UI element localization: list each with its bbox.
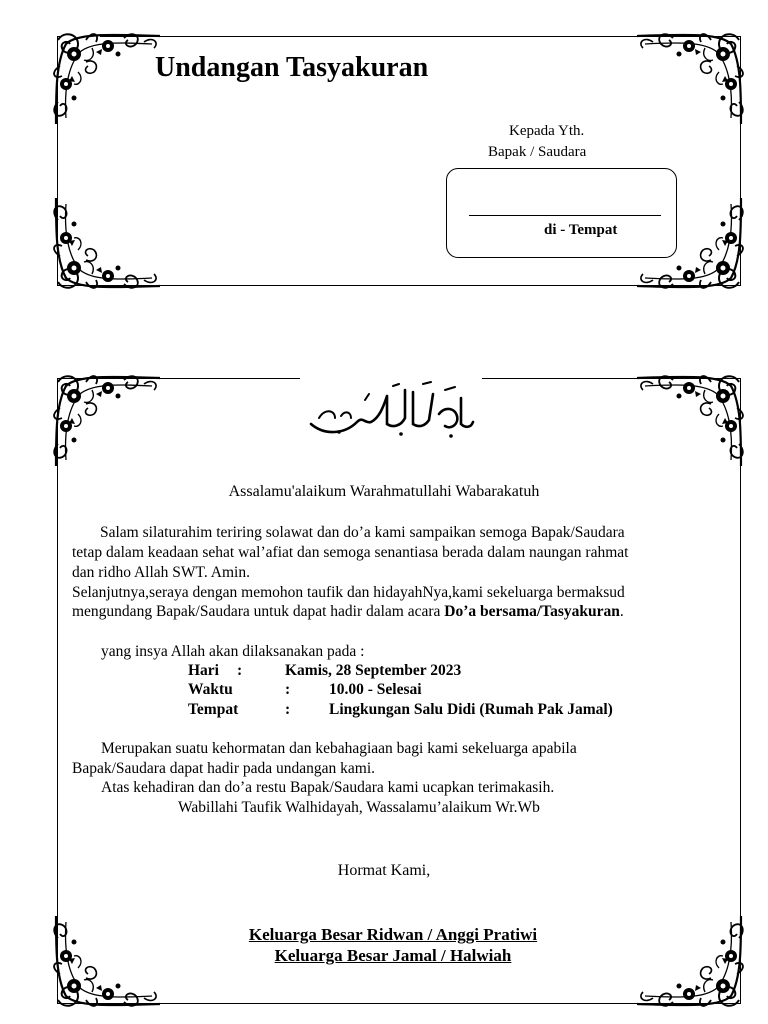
place-value: Lingkungan Salu Didi (Rumah Pak Jamal): [329, 701, 613, 718]
event-name: Do’a bersama/Tasyakuran: [444, 603, 620, 620]
signature-family-1: Keluarga Besar Ridwan / Anggi Pratiwi: [248, 925, 538, 944]
time-colon: :: [285, 681, 291, 698]
address-blank-line: [469, 215, 661, 216]
closing-line: Merupakan suatu kehormatan dan kebahagiaan bagi kami sekeluarga apabila: [101, 740, 577, 757]
place-colon: :: [285, 701, 291, 718]
closing-line: Atas kehadiran dan do’a restu Bapak/Saudara kami ucapkan terimakasih.: [101, 779, 555, 796]
paragraph-line: [72, 603, 624, 621]
address-box: [446, 168, 677, 258]
floral-corner-ornament-top-left: [52, 32, 164, 128]
floral-corner-ornament-bottom-left: [52, 194, 164, 290]
closing-salam: Wabillahi Taufik Walhidayah, Wassalamu’alaikum Wr.Wb: [178, 799, 540, 816]
recipient-line-2: Bapak / Saudara: [488, 144, 587, 160]
basmalah-calligraphy-icon: [305, 378, 477, 444]
day-colon: :: [237, 662, 243, 679]
place-label: Tempat: [188, 701, 239, 718]
time-value: 10.00 - Selesai: [329, 681, 422, 698]
paragraph-text: mengundang Bapak/Saudara untuk dapat hadir dalam acara: [72, 603, 445, 620]
paragraph-line: Salam silaturahim teriring solawat dan do’a kami sampaikan semoga Bapak/Saudara: [100, 524, 625, 541]
closing-line: Bapak/Saudara dapat hadir pada undangan kami.: [72, 760, 375, 777]
invitation-title: Undangan Tasyakuran: [155, 52, 429, 83]
schedule-intro: yang insya Allah akan dilaksanakan pada :: [101, 643, 365, 660]
paragraph-period: .: [619, 603, 624, 620]
time-label: Waktu: [188, 681, 233, 698]
opening-greeting: Assalamu'alaikum Warahmatullahi Wabarakatuh: [228, 483, 540, 500]
paragraph-line: Selanjutnya,seraya dengan memohon taufik dan hidayahNya,kami sekeluarga bermaksud: [72, 584, 625, 601]
day-label: Hari: [188, 662, 219, 679]
paragraph-line: dan ridho Allah SWT. Amin.: [72, 564, 250, 581]
day-value: Kamis, 28 September 2023: [285, 662, 462, 679]
address-suffix: di - Tempat: [544, 222, 618, 238]
regards: Hormat Kami,: [337, 862, 431, 879]
recipient-line-1: Kepada Yth.: [509, 123, 585, 139]
floral-corner-ornament-top-left: [52, 374, 164, 470]
floral-corner-ornament-top-right: [633, 374, 745, 470]
paragraph-line: tetap dalam keadaan sehat wal’afiat dan semoga senantiasa berada dalam naungan rahmat: [72, 544, 629, 561]
floral-corner-ornament-top-right: [633, 32, 745, 128]
signature-family-2: Keluarga Besar Jamal / Halwiah: [274, 946, 512, 965]
